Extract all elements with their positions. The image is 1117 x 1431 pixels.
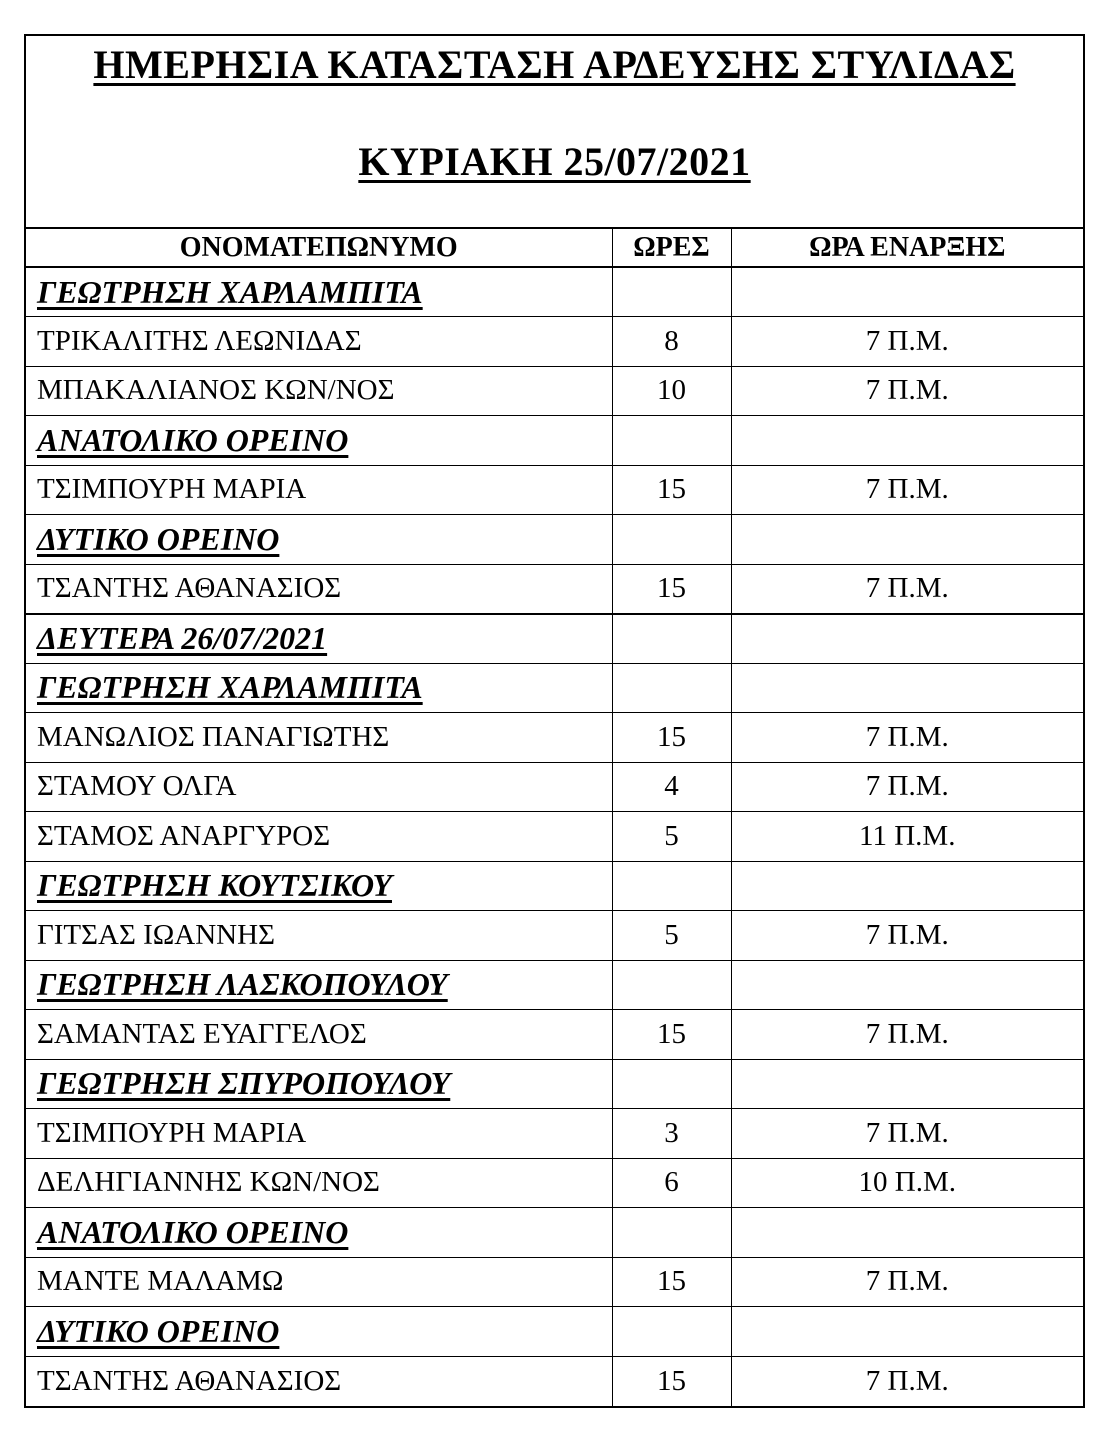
hours-cell: 4 (612, 762, 731, 812)
section-label: ΓΕΩΤΡΗΣΗ ΧΑΡΛΑΜΠΙΤΑ (37, 669, 423, 706)
section-label-cell (26, 1208, 612, 1258)
empty-hours-cell (612, 663, 731, 713)
hours-cell: 15 (612, 564, 731, 614)
name-cell: ΣΑΜΑΝΤΑΣ ΕΥΑΓΓΕΛΟΣ (26, 1010, 612, 1060)
start-time-cell: 7 Π.Μ. (731, 317, 1083, 367)
table-row (26, 1356, 1083, 1406)
section-label: ΓΕΩΤΡΗΣΗ ΚΟΥΤΣΙΚΟΥ (37, 867, 392, 904)
table-row (26, 1109, 1083, 1159)
name-cell: ΤΣΑΝΤΗΣ ΑΘΑΝΑΣΙΟΣ (26, 1356, 612, 1406)
table-row (26, 465, 1083, 515)
section-label-cell (26, 614, 612, 664)
hours-cell: 15 (612, 465, 731, 515)
name-cell: ΓΙΤΣΑΣ ΙΩΑΝΝΗΣ (26, 911, 612, 961)
empty-hours-cell (612, 267, 731, 317)
section-row (26, 416, 1083, 466)
table-row (26, 564, 1083, 614)
start-time-cell: 7 Π.Μ. (731, 366, 1083, 416)
section-label: ΑΝΑΤΟΛΙΚΟ ΟΡΕΙΝΟ (37, 1213, 349, 1250)
table-row (26, 762, 1083, 812)
section-row (26, 861, 1083, 911)
empty-hours-cell (612, 416, 731, 466)
empty-start-cell (731, 515, 1083, 565)
hours-cell: 5 (612, 812, 731, 862)
section-label-cell (26, 663, 612, 713)
empty-start-cell (731, 1307, 1083, 1357)
hours-cell: 15 (612, 1257, 731, 1307)
section-label: ΔΕΥΤΕΡΑ 26/07/2021 (37, 620, 328, 656)
start-time-cell: 11 Π.Μ. (731, 812, 1083, 862)
section-row (26, 515, 1083, 565)
empty-hours-cell (612, 960, 731, 1010)
name-cell: ΜΑΝΤΕ ΜΑΛΑΜΩ (26, 1257, 612, 1307)
start-time-cell: 7 Π.Μ. (731, 1257, 1083, 1307)
empty-start-cell (731, 1059, 1083, 1109)
document-date: ΚΥΡΙΑΚΗ 25/07/2021 (358, 139, 751, 184)
document-title: ΗΜΕΡΗΣΙΑ ΚΑΤΑΣΤΑΣΗ ΑΡΔΕΥΣΗΣ ΣΤΥΛΙΔΑΣ (93, 42, 1016, 87)
start-time-cell: 7 Π.Μ. (731, 762, 1083, 812)
section-label-cell (26, 267, 612, 317)
empty-hours-cell (612, 1208, 731, 1258)
section-label: ΓΕΩΤΡΗΣΗ ΧΑΡΛΑΜΠΙΤΑ (37, 273, 423, 310)
section-label: ΔΥΤΙΚΟ ΟΡΕΙΝΟ (37, 1312, 280, 1349)
table-row (26, 317, 1083, 367)
section-label: ΓΕΩΤΡΗΣΗ ΛΑΣΚΟΠΟΥΛΟΥ (37, 966, 448, 1003)
section-row (26, 614, 1083, 664)
name-cell: ΜΠΑΚΑΛΙΑΝΟΣ ΚΩΝ/ΝΟΣ (26, 366, 612, 416)
section-label-cell (26, 416, 612, 466)
empty-start-cell (731, 267, 1083, 317)
empty-start-cell (731, 663, 1083, 713)
column-header-name: ΟΝΟΜΑΤΕΠΩΝΥΜΟ (26, 229, 612, 267)
name-cell: ΤΣΙΜΠΟΥΡΗ ΜΑΡΙΑ (26, 1109, 612, 1159)
name-cell: ΤΣΙΜΠΟΥΡΗ ΜΑΡΙΑ (26, 465, 612, 515)
section-row (26, 267, 1083, 317)
start-time-cell: 7 Π.Μ. (731, 1010, 1083, 1060)
table-row (26, 1257, 1083, 1307)
empty-hours-cell (612, 861, 731, 911)
table-row (26, 812, 1083, 862)
name-cell: ΣΤΑΜΟΣ ΑΝΑΡΓΥΡΟΣ (26, 812, 612, 862)
name-cell: ΤΡΙΚΑΛΙΤΗΣ ΛΕΩΝΙΔΑΣ (26, 317, 612, 367)
empty-start-cell (731, 960, 1083, 1010)
empty-start-cell (731, 1208, 1083, 1258)
hours-cell: 6 (612, 1158, 731, 1208)
start-time-cell: 7 Π.Μ. (731, 713, 1083, 763)
table-row (26, 911, 1083, 961)
hours-cell: 15 (612, 1356, 731, 1406)
irrigation-schedule-document (24, 34, 1085, 1408)
start-time-cell: 7 Π.Μ. (731, 911, 1083, 961)
name-cell: ΔΕΛΗΓΙΑΝΝΗΣ ΚΩΝ/ΝΟΣ (26, 1158, 612, 1208)
section-label: ΑΝΑΤΟΛΙΚΟ ΟΡΕΙΝΟ (37, 421, 349, 458)
empty-hours-cell (612, 614, 731, 664)
empty-hours-cell (612, 1307, 731, 1357)
empty-hours-cell (612, 515, 731, 565)
hours-cell: 3 (612, 1109, 731, 1159)
section-label-cell (26, 861, 612, 911)
table-row (26, 1010, 1083, 1060)
start-time-cell: 7 Π.Μ. (865, 1364, 949, 1397)
section-row (26, 1059, 1083, 1109)
document-title-line (26, 41, 1083, 88)
schedule-table (26, 229, 1083, 1406)
hours-cell: 15 (612, 1010, 731, 1060)
empty-hours-cell (612, 1059, 731, 1109)
hours-cell: 5 (612, 911, 731, 961)
section-label-cell (26, 1307, 612, 1357)
hours-cell: 10 (612, 366, 731, 416)
name-cell: ΤΣΑΝΤΗΣ ΑΘΑΝΑΣΙΟΣ (26, 564, 612, 614)
empty-start-cell (731, 861, 1083, 911)
table-header-row (26, 229, 1083, 267)
section-label: ΓΕΩΤΡΗΣΗ ΣΠΥΡΟΠΟΥΛΟΥ (37, 1065, 451, 1102)
section-label-cell (26, 960, 612, 1010)
section-row (26, 663, 1083, 713)
schedule-table-body (26, 267, 1083, 1406)
document-date-line (26, 138, 1083, 185)
start-time-cell: 10 Π.Μ. (731, 1158, 1083, 1208)
empty-start-cell (731, 614, 1083, 664)
column-header-start-time: ΩΡΑ ΕΝΑΡΞΗΣ (731, 229, 1083, 267)
start-time-cell: 7 Π.Μ. (731, 465, 1083, 515)
table-row (26, 366, 1083, 416)
name-cell: ΣΤΑΜΟΥ ΟΛΓΑ (26, 762, 612, 812)
start-time-cell: 7 Π.Μ. (731, 1109, 1083, 1159)
section-row (26, 960, 1083, 1010)
section-row (26, 1307, 1083, 1357)
name-cell: ΜΑΝΩΛΙΟΣ ΠΑΝΑΓΙΩΤΗΣ (26, 713, 612, 763)
table-row (26, 713, 1083, 763)
section-label: ΔΥΤΙΚΟ ΟΡΕΙΝΟ (37, 520, 280, 557)
empty-start-cell (731, 416, 1083, 466)
table-row (26, 1158, 1083, 1208)
start-time-cell: 7 Π.Μ. (731, 564, 1083, 614)
hours-cell: 15 (612, 713, 731, 763)
section-label-cell (26, 515, 612, 565)
title-block (26, 36, 1083, 229)
section-row (26, 1208, 1083, 1258)
section-label-cell (26, 1059, 612, 1109)
column-header-hours: ΩΡΕΣ (612, 229, 731, 267)
hours-cell: 8 (612, 317, 731, 367)
